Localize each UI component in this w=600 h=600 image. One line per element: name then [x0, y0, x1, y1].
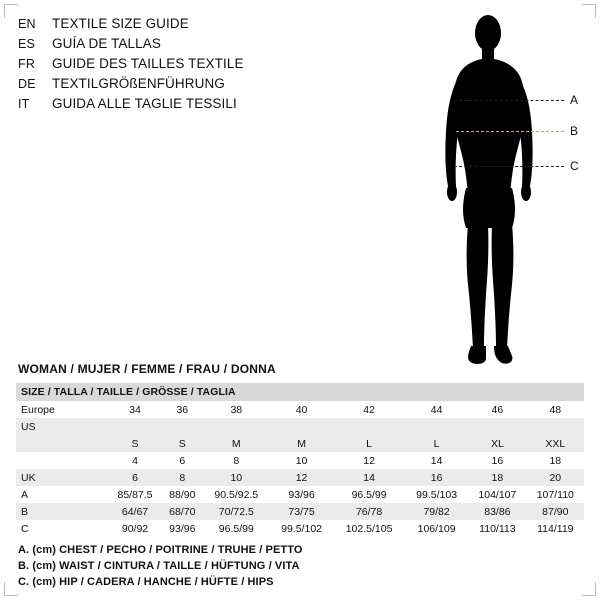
waist-measure-line [456, 131, 564, 132]
cell: 110/113 [468, 520, 527, 537]
cell: 93/96 [270, 486, 333, 503]
table-header-row [16, 383, 584, 401]
cell: XL [468, 435, 527, 452]
cell [108, 418, 162, 435]
cell: L [333, 435, 405, 452]
cell: 46 [468, 401, 527, 418]
cell: 40 [270, 401, 333, 418]
cell: 12 [270, 469, 333, 486]
language-row-en [18, 14, 348, 34]
cell: 18 [527, 452, 584, 469]
cell: 68/70 [162, 503, 203, 520]
cell: 99.5/103 [405, 486, 468, 503]
language-code-it: IT [18, 97, 30, 111]
cell: 14 [333, 469, 405, 486]
cell: 8 [203, 452, 271, 469]
table-row [16, 418, 584, 435]
cell: 20 [527, 469, 584, 486]
row-label-b: B [16, 503, 108, 520]
cell: 96.5/99 [333, 486, 405, 503]
table-row [16, 520, 584, 537]
language-title-fr: GUIDE DES TAILLES TEXTILE [52, 56, 244, 71]
cell [405, 418, 468, 435]
language-row-fr [18, 54, 348, 74]
cell: 87/90 [527, 503, 584, 520]
cell: 34 [108, 401, 162, 418]
row-label-uk: UK [16, 469, 108, 486]
table-row [16, 486, 584, 503]
row-label-a: A [16, 486, 108, 503]
cell: 10 [270, 452, 333, 469]
cell: 102.5/105 [333, 520, 405, 537]
cell: 44 [405, 401, 468, 418]
row-label-us-numeric [16, 452, 108, 469]
cell [270, 418, 333, 435]
language-row-it [18, 94, 348, 114]
language-code-en: EN [18, 17, 36, 31]
cell: 6 [108, 469, 162, 486]
table-row [16, 435, 584, 452]
language-title-en: TEXTILE SIZE GUIDE [52, 16, 189, 31]
cell: 104/107 [468, 486, 527, 503]
language-title-it: GUIDA ALLE TAGLIE TESSILI [52, 96, 237, 111]
chest-measure-line [454, 100, 564, 101]
cell: L [405, 435, 468, 452]
cell: 73/75 [270, 503, 333, 520]
cell: 8 [162, 469, 203, 486]
language-title-de: TEXTILGRÖßENFÜHRUNG [52, 76, 225, 91]
cell [333, 418, 405, 435]
footnote-chest: A. (cm) CHEST / PECHO / POITRINE / TRUHE / PETTO [18, 544, 303, 556]
corner-mark-bottom-right [582, 582, 596, 596]
language-row-de [18, 74, 348, 94]
size-table [16, 383, 584, 537]
table-header-label: SIZE / TALLA / TAILLE / GRÖSSE / TAGLIA [16, 383, 584, 401]
cell: 14 [405, 452, 468, 469]
cell: XXL [527, 435, 584, 452]
cell: 96.5/99 [203, 520, 271, 537]
table-row [16, 452, 584, 469]
cell: 48 [527, 401, 584, 418]
cell: 42 [333, 401, 405, 418]
language-row-es [18, 34, 348, 54]
cell: 16 [405, 469, 468, 486]
female-silhouette-figure [400, 8, 600, 378]
measure-letter-a: A [570, 93, 579, 107]
cell: 70/72.5 [203, 503, 271, 520]
cell [527, 418, 584, 435]
cell: 107/110 [527, 486, 584, 503]
cell: 106/109 [405, 520, 468, 537]
language-code-fr: FR [18, 57, 36, 71]
row-label-us-letter [16, 435, 108, 452]
cell: S [108, 435, 162, 452]
cell: 6 [162, 452, 203, 469]
cell: 85/87.5 [108, 486, 162, 503]
cell: 79/82 [405, 503, 468, 520]
corner-mark-bottom-left [4, 582, 18, 596]
footnotes-block [18, 542, 578, 590]
measure-letter-c: C [570, 159, 579, 173]
footnote-waist: B. (cm) WAIST / CINTURA / TAILLE / HÜFTUNG / VITA [18, 560, 300, 572]
table-row [16, 503, 584, 520]
language-title-es: GUÍA DE TALLAS [52, 36, 161, 51]
cell [162, 418, 203, 435]
cell: 76/78 [333, 503, 405, 520]
row-label-us: US [16, 418, 108, 435]
cell: 38 [203, 401, 271, 418]
cell: 64/67 [108, 503, 162, 520]
row-label-c: C [16, 520, 108, 537]
cell: 36 [162, 401, 203, 418]
cell: 12 [333, 452, 405, 469]
cell: 114/119 [527, 520, 584, 537]
cell: 4 [108, 452, 162, 469]
cell: 99.5/102 [270, 520, 333, 537]
cell: 88/90 [162, 486, 203, 503]
woman-silhouette-icon [400, 8, 600, 378]
measure-letter-b: B [570, 124, 579, 138]
language-code-es: ES [18, 37, 36, 51]
cell: 93/96 [162, 520, 203, 537]
cell: 10 [203, 469, 271, 486]
cell: 90/92 [108, 520, 162, 537]
table-row [16, 469, 584, 486]
corner-mark-top-left [4, 4, 18, 18]
language-title-block [18, 14, 348, 114]
hip-measure-line [454, 166, 564, 167]
cell: 18 [468, 469, 527, 486]
cell: M [270, 435, 333, 452]
footnote-hip: C. (cm) HIP / CADERA / HANCHE / HÜFTE / HIPS [18, 576, 274, 588]
cell: M [203, 435, 271, 452]
cell: 16 [468, 452, 527, 469]
language-code-de: DE [18, 77, 36, 91]
cell [468, 418, 527, 435]
table-row [16, 401, 584, 418]
cell [203, 418, 271, 435]
cell: 83/86 [468, 503, 527, 520]
row-label-europe: Europe [16, 401, 108, 418]
cell: S [162, 435, 203, 452]
section-label-woman: WOMAN / MUJER / FEMME / FRAU / DONNA [18, 362, 276, 376]
cell: 90.5/92.5 [203, 486, 271, 503]
